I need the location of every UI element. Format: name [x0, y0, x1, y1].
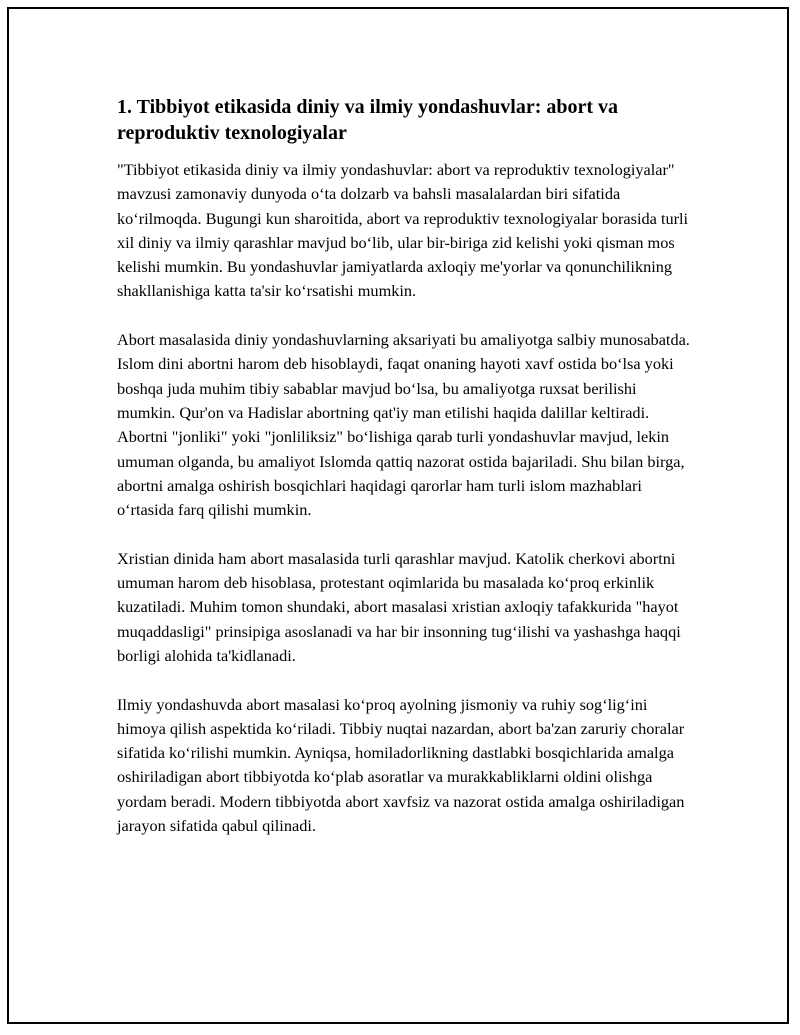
document-body — [117, 94, 692, 863]
paragraph-intro: "Tibbiyot etikasida diniy va ilmiy yondashuvlar: abort va reproduktiv texnologiyalar" mavzusi zamonaviy dunyoda o‘ta dolzarb va bahsli masalalardan biri sifatida ko‘rilmoqda. Bugungi kun sharoitida, abort va reproduktiv texnologiyalar borasida turli xil diniy va ilmiy qarashlar mavjud bo‘lib, ular bir-biriga zid kelishi yoki qisman mos kelishi mumkin. Bu yondashuvlar jamiyatlarda axloqiy me'yorlar va qonunchilikning shakllanishiga katta ta'sir ko‘rsatishi mumkin. — [117, 160, 689, 301]
paragraph-scientific: Ilmiy yondashuvda abort masalasi ko‘proq ayolning jismoniy va ruhiy sog‘lig‘ini himoya qilish aspektida ko‘riladi. Tibbiy nuqtai nazardan, abort ba'zan zaruriy choralar sifatida ko‘rilishi mumkin. Ayniqsa, homiladorlikning dastlabki bosqichlarida amalga oshiriladigan abort tibbiyotda ko‘plab asoratlar va murakkabliklarni oldini olishga yordam beradi. Modern tibbiyotda abort xavfsiz va nazorat ostida amalga oshiriladigan jarayon sifatida qabul qilinadi. — [117, 694, 685, 836]
section-heading: 1. Tibbiyot etikasida diniy va ilmiy yondashuvlar: abort va reproduktiv texnologiyalar — [117, 96, 619, 144]
paragraph-religious-islam: Abort masalasida diniy yondashuvlarning aksariyati bu amaliyotga salbiy munosabatda. Islom dini abortni harom deb hisoblaydi, faqat onaning hayoti xavf ostida bo‘lsa yoki boshqa juda muhim tibiy sabablar mavjud bo‘lsa, bu amaliyotga ruxsat berilishi mumkin. Qur'on va Hadislar abortning qat'iy man etilishi haqida dalillar keltiradi. Abortni "jonliki" yoki "jonliliksiz" bo‘lishiga qarab turli yondashuvlar mavjud, lekin umuman olganda, bu amaliyot Islomda qattiq nazorat ostida bajariladi. Shu bilan birga, abortni amalga oshirish bosqichlari haqidagi qarorlar ham turli islom mazhablari o‘rtasida farq qilishi mumkin. — [117, 330, 690, 520]
paragraph-religious-christian: Xristian dinida ham abort masalasida turli qarashlar mavjud. Katolik cherkovi abortni umuman harom deb hisoblasa, protestant oqimlarida bu masalada ko‘proq erkinlik kuzatiladi. Muhim tomon shundaki, abort masalasi xristian axloqiy tafakkurida "hayot muqaddasligi" prinsipiga asoslanadi va har bir insonning tug‘ilishi va yashashga haqqi borligi alohida ta'kidlanadi. — [117, 548, 681, 665]
